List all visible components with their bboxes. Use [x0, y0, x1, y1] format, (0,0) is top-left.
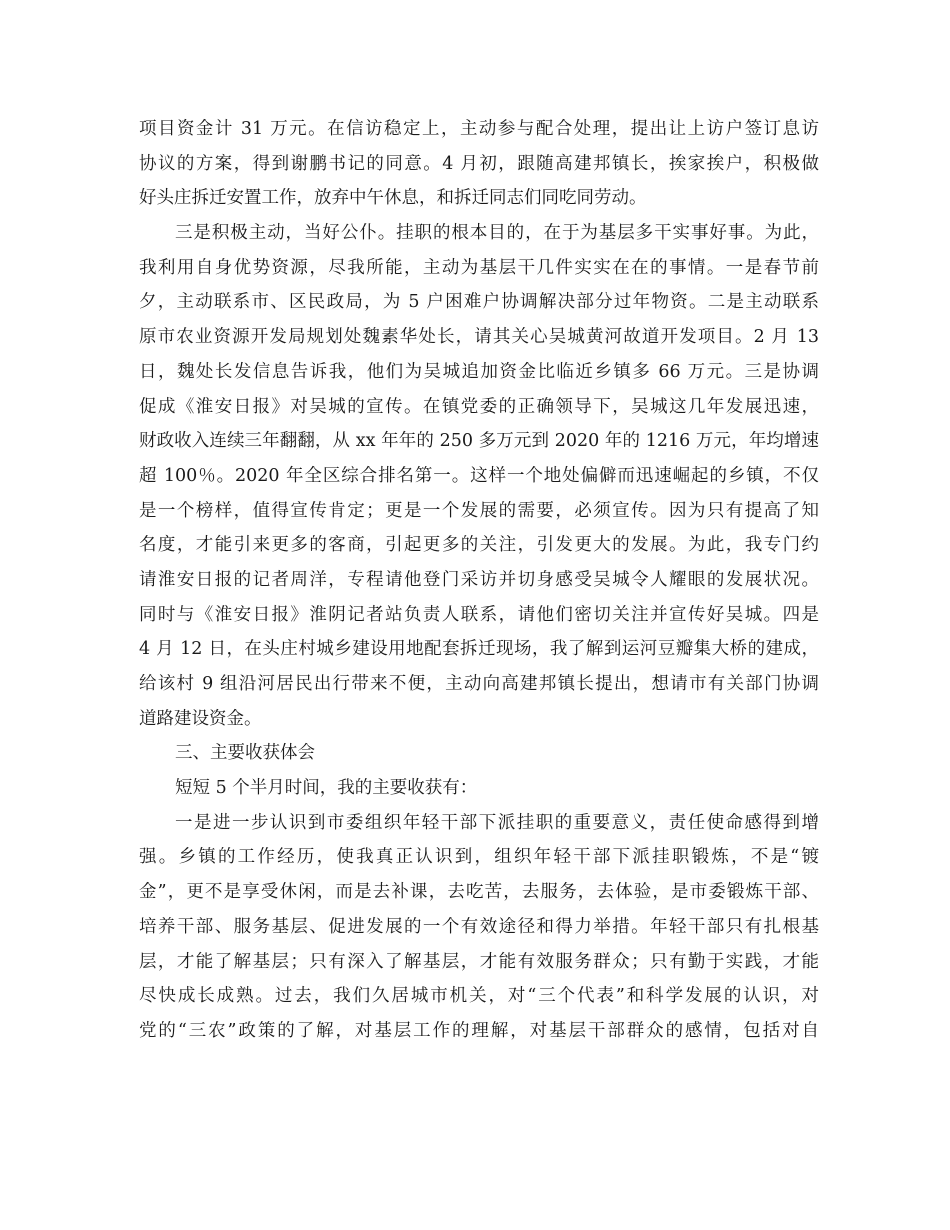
text-line: 原市农业资源开发局规划处魏素华处长，请其关心吴城黄河故道开发项目。2 月 13: [139, 327, 819, 348]
text-line: 一是进一步认识到市委组织年轻干部下派挂职的重要意义，责任使命感得到增: [175, 812, 819, 833]
text-line: 道路建设资金。: [139, 708, 262, 729]
text-line: 短短 5 个半月时间，我的主要收获有：: [175, 778, 478, 799]
text-line: 三、主要收获体会: [175, 743, 315, 764]
text-line: 日，魏处长发信息告诉我，他们为吴城追加资金比临近乡镇多 66 万元。三是协调: [139, 361, 819, 382]
document-body: [139, 112, 819, 1049]
text-line: 强。乡镇的工作经历，使我真正认识到，组织年轻干部下派挂职锻炼，不是“镀: [139, 847, 819, 868]
text-line: 超 100％。2020 年全区综合排名第一。这样一个地处偏僻而迅速崛起的乡镇，不仅: [139, 465, 819, 486]
text-line: 给该村 9 组沿河居民出行带来不便，主动向高建邦镇长提出，想请市有关部门协调: [139, 674, 819, 694]
text-line: 金”，更不是享受休闲，而是去补课，去吃苦，去服务，去体验，是市委锻炼干部、: [139, 882, 819, 903]
text-line: 培养干部、服务基层、促进发展的一个有效途径和得力举措。年轻干部只有扎根基: [139, 916, 819, 937]
text-line: 财政收入连续三年翻翻，从 xx 年年的 250 多万元到 2020 年的 1216 万元，年均增速: [139, 431, 819, 452]
text-line: 4 月 12 日，在头庄村城乡建设用地配套拆迁现场，我了解到运河豆瓣集大桥的建成，: [139, 639, 819, 660]
text-line: 党的“三农”政策的了解，对基层工作的理解，对基层干部群众的感情，包括对自: [139, 1020, 819, 1041]
text-line: 三是积极主动，当好公仆。挂职的根本目的，在于为基层多干实事好事。为此，: [175, 223, 819, 244]
text-line: 促成《淮安日报》对吴城的宣传。在镇党委的正确领导下，吴城这几年发展迅速，: [139, 396, 819, 417]
text-line: 我利用自身优势资源，尽我所能，主动为基层干几件实实在在的事情。一是春节前: [139, 257, 819, 278]
text-line: 尽快成长成熟。过去，我们久居城市机关，对“三个代表”和科学发展的认识，对: [139, 986, 819, 1007]
text-line: 层，才能了解基层；只有深入了解基层，才能有效服务群众；只有勤于实践，才能: [139, 951, 819, 972]
text-line: 同时与《淮安日报》淮阴记者站负责人联系，请他们密切关注并宣传好吴城。四是: [139, 604, 819, 625]
text-line: 夕，主动联系市、区民政局，为 5 户困难户协调解决部分过年物资。二是主动联系: [139, 292, 819, 313]
text-line: 项目资金计 31 万元。在信访稳定上，主动参与配合处理，提出让上访户签订息访: [139, 119, 819, 139]
text-line: 是一个榜样，值得宣传肯定；更是一个发展的需要，必须宣传。因为只有提高了知: [139, 500, 819, 521]
text-line: 好头庄拆迁安置工作，放弃中午休息，和拆迁同志们同吃同劳动。: [139, 188, 647, 209]
text-line: 名度，才能引来更多的客商，引起更多的关注，引发更大的发展。为此，我专门约: [139, 535, 819, 556]
text-line: 协议的方案，得到谢鹏书记的同意。4 月初，跟随高建邦镇长，挨家挨户，积极做: [139, 153, 819, 174]
text-line: 请淮安日报的记者周洋，专程请他登门采访并切身感受吴城令人耀眼的发展状况。: [139, 569, 819, 590]
